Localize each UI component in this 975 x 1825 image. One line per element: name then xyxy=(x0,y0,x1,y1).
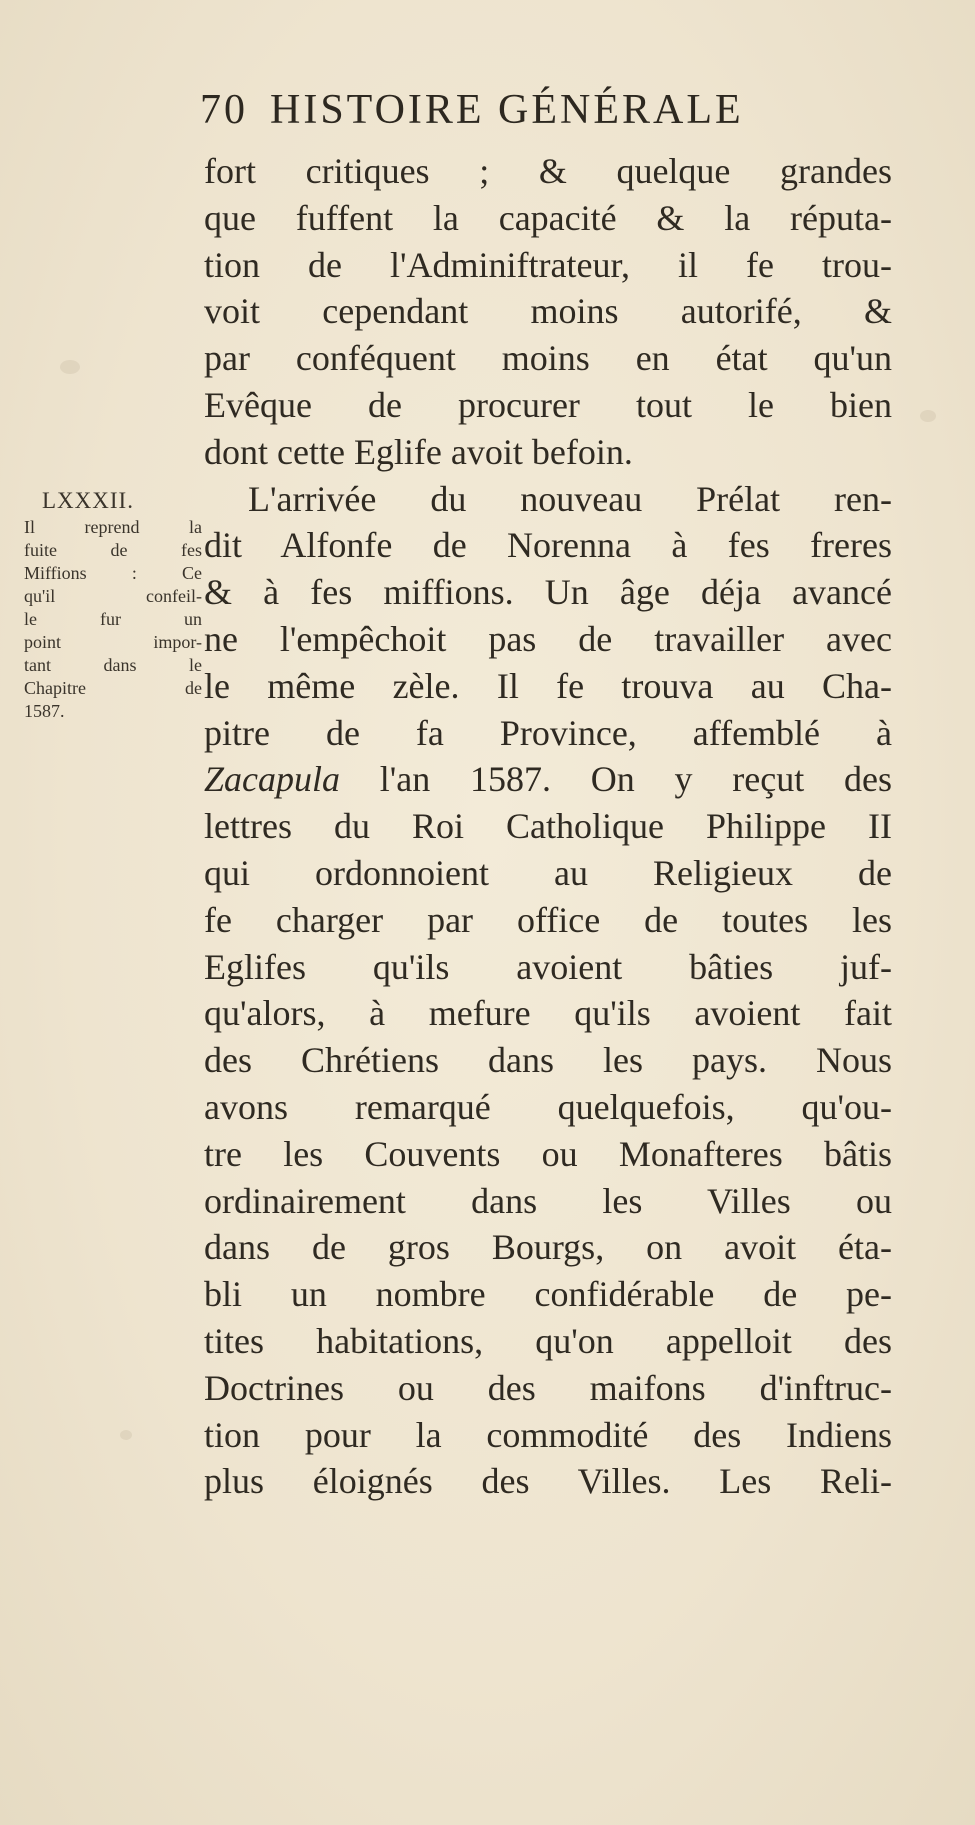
paper-stain xyxy=(60,360,80,374)
body-text xyxy=(204,148,892,1505)
text-line: bli un nombre confidérable de pe- xyxy=(204,1274,892,1315)
margin-note-line: qu'il confeil- xyxy=(24,586,202,606)
text-line: lettres du Roi Catholique Philippe II xyxy=(204,806,892,847)
text-line: fort critiques ; & quelque grandes xyxy=(204,151,892,191)
text-line: dans de gros Bourgs, on avoit éta- xyxy=(204,1227,892,1268)
running-title: HISTOIRE GÉNÉRALE xyxy=(270,87,744,133)
text-line: voit cependant moins autorifé, & xyxy=(204,291,892,332)
text-line-rest: l'an 1587. On y reçut des xyxy=(340,759,892,800)
text-line: L'arrivée du nouveau Prélat ren- xyxy=(248,478,892,519)
text-line: dont cette Eglife avoit befoin. xyxy=(204,431,633,472)
text-line: qui ordonnoient au Religieux de xyxy=(204,852,892,893)
text-line: ne l'empêchoit pas de travailler avec xyxy=(204,618,892,659)
text-line: des Chrétiens dans les pays. Nous xyxy=(204,1040,892,1081)
text-line: fe charger par office de toutes les xyxy=(204,899,892,940)
text-line: & à fes miffions. Un âge déja avancé xyxy=(204,572,892,613)
paper-stain xyxy=(120,1430,132,1440)
margin-note-line: le fur un xyxy=(24,609,202,629)
text-line: le même zèle. Il fe trouva au Cha- xyxy=(204,665,892,706)
text-line: plus éloignés des Villes. Les Reli- xyxy=(204,1461,892,1502)
text-line: tion de l'Adminiftrateur, il fe trou- xyxy=(204,244,892,285)
margin-note-line: Miffions : Ce xyxy=(24,563,202,583)
margin-note-line: point impor- xyxy=(24,632,202,652)
paper-stain xyxy=(920,410,936,422)
margin-note-line: fuite de fes xyxy=(24,540,202,560)
margin-note-line: Il reprend la xyxy=(24,517,202,537)
section-number: LXXXII. xyxy=(42,488,134,513)
page-number: 70 xyxy=(200,87,248,133)
text-line: tites habitations, qu'on appelloit des xyxy=(204,1320,892,1361)
margin-note-line: 1587. xyxy=(24,701,65,721)
text-line: tre les Couvents ou Monafteres bâtis xyxy=(204,1133,892,1174)
text-line: qu'alors, à mefure qu'ils avoient fait xyxy=(204,993,892,1034)
text-line: Doctrines ou des maifons d'inftruc- xyxy=(204,1367,892,1408)
text-line: Evêque de procurer tout le bien xyxy=(204,384,892,425)
text-line: que fuffent la capacité & la réputa- xyxy=(204,197,892,238)
text-line: avons remarqué quelquefois, qu'ou- xyxy=(204,1086,892,1127)
running-header xyxy=(200,86,900,138)
text-line: tion pour la commodité des Indiens xyxy=(204,1414,892,1455)
text-line: pitre de fa Province, affemblé à xyxy=(204,712,892,753)
margin-note xyxy=(24,486,202,723)
text-line: par conféquent moins en état qu'un xyxy=(204,338,892,379)
margin-note-line: tant dans le xyxy=(24,655,202,675)
text-line xyxy=(204,756,892,803)
text-line: Eglifes qu'ils avoient bâties juf- xyxy=(204,946,892,987)
text-line: dit Alfonfe de Norenna à fes freres xyxy=(204,525,892,566)
place-name: Zacapula xyxy=(204,759,341,800)
text-line: ordinairement dans les Villes ou xyxy=(204,1180,892,1221)
margin-note-line: Chapitre de xyxy=(24,678,202,698)
